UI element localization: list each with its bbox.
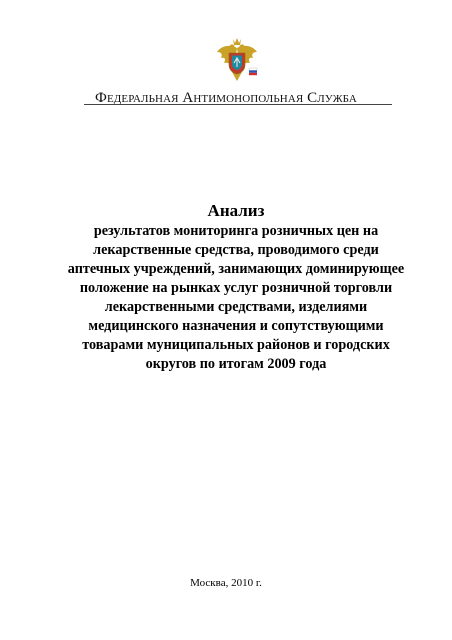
document-title: Анализ — [207, 201, 265, 220]
subtitle-line: медицинского назначения и сопутствующими — [88, 318, 384, 334]
subtitle-line: аптечных учреждений, занимающих доминирующее — [67, 261, 405, 277]
subtitle-line: округов по итогам 2009 года — [145, 356, 327, 372]
header-divider — [84, 104, 392, 105]
document-subtitle — [40, 222, 432, 374]
subtitle-line: лекарственные средства, проводимого среди — [93, 242, 379, 258]
subtitle-line: положение на рынках услуг розничной торговли — [79, 280, 393, 296]
place-and-date: Москва, 2010 г. — [190, 577, 262, 589]
subtitle-line: лекарственными средствами, изделиями — [104, 299, 368, 315]
subtitle-line: товарами муниципальных районов и городских — [82, 337, 390, 353]
emblem-icon — [213, 36, 261, 84]
document-title-block — [40, 201, 432, 374]
subtitle-line: результатов мониторинга розничных цен на — [93, 223, 379, 239]
agency-name: Федеральная Антимонопольная Служба — [95, 90, 357, 106]
